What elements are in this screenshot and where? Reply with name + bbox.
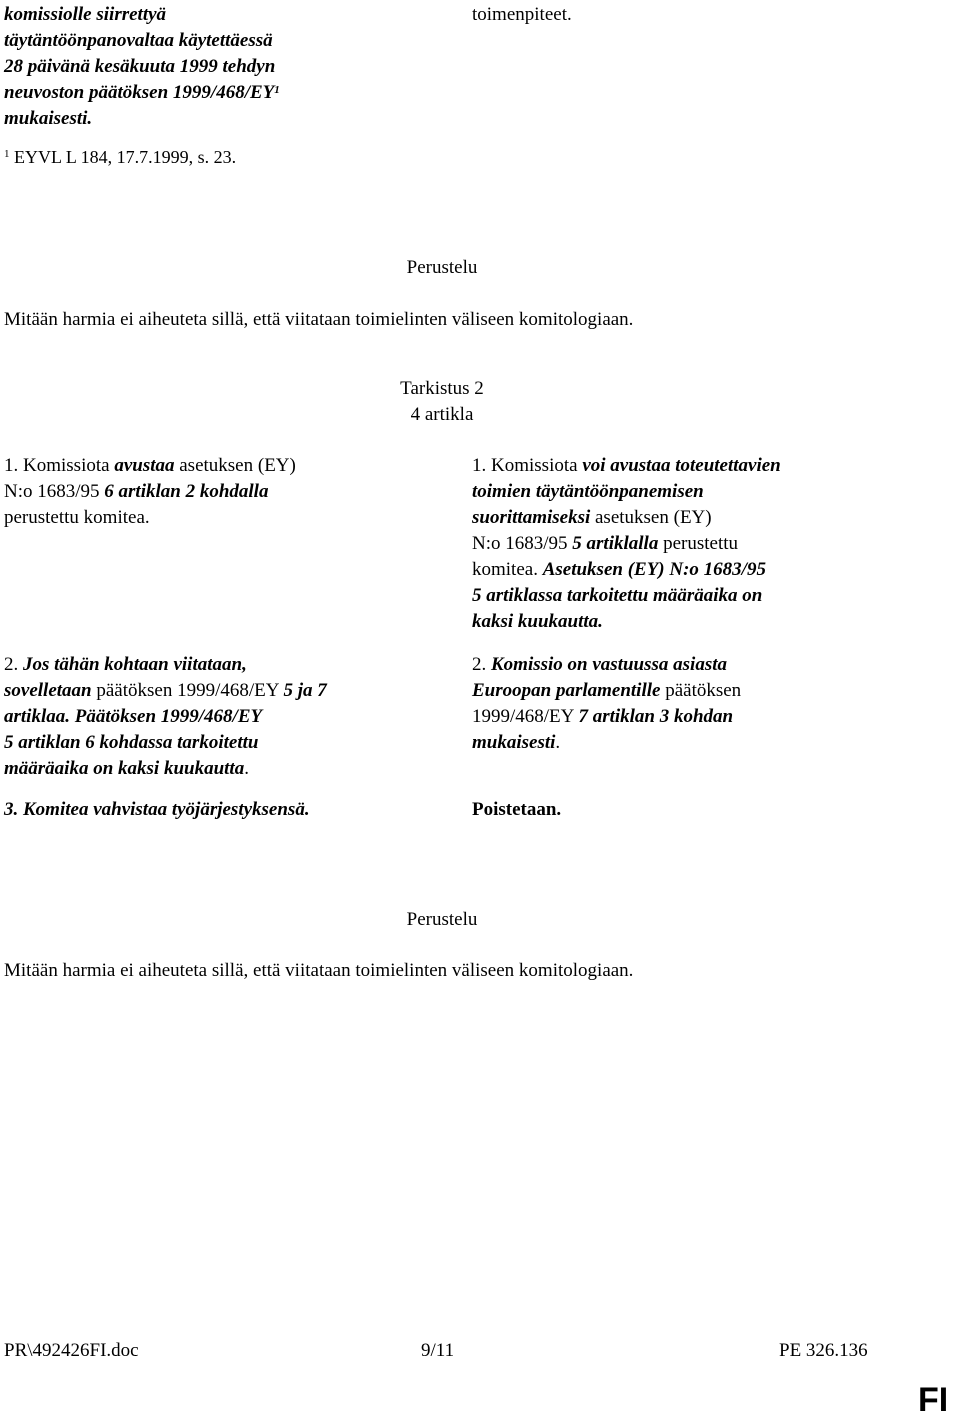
right-paragraph-3: Poistetaan. [472, 799, 562, 820]
text-span: asetuksen (EY) [590, 507, 712, 528]
text-line [472, 453, 892, 479]
text-line [4, 678, 404, 704]
text-line [472, 704, 892, 730]
justification-text: Mitään harmia ei aiheuteta sillä, että viitataan toimielinten väliseen komitologiaan. [4, 309, 634, 330]
text-span: sovelletaan [4, 680, 92, 701]
text-line: perustettu komitea. [4, 507, 150, 528]
text-span: Päätöksen 1999/468/EY [69, 706, 263, 727]
text-line [472, 557, 892, 583]
justification-heading: Perustelu [406, 257, 478, 278]
language-code: FI [918, 1381, 949, 1419]
text-span: 7 artiklan 3 kohdan [578, 706, 734, 727]
text-line: mukaisesti. [4, 108, 93, 129]
text-line: 5 artiklassa tarkoitettu määräaika on [472, 585, 763, 606]
text-span: . [555, 732, 561, 753]
text-span: määräaika on kaksi kuukautta [4, 758, 245, 779]
text-span: 1. Komissiota [4, 455, 115, 476]
justification-heading: Perustelu [406, 909, 478, 930]
text-span: 2. [4, 654, 23, 675]
left-paragraph-2 [4, 652, 404, 782]
text-line [4, 80, 404, 106]
text-span: neuvoston päätöksen 1999/468/EY [4, 82, 275, 103]
footer-page-number: 9/11 [421, 1340, 455, 1361]
left-paragraph-1 [4, 453, 404, 531]
text-span: N:o 1683/95 [472, 533, 573, 554]
text-line: täytäntöönpanovaltaa käytettäessä [4, 30, 273, 51]
text-line [4, 704, 404, 730]
justification-text: Mitään harmia ei aiheuteta sillä, että viitataan toimielinten väliseen komitologiaan. [4, 960, 634, 981]
text-span: artiklaa. [4, 706, 70, 727]
top-left-fragment [4, 2, 404, 132]
text-line [4, 479, 404, 505]
amendment-title: Tarkistus 2 [400, 378, 484, 399]
text-span: voi avustaa toteutettavien [582, 455, 781, 476]
text-line [472, 531, 892, 557]
text-span: mukaisesti [472, 732, 556, 753]
footer-file-name: PR\492426FI.doc [4, 1340, 139, 1361]
text-line: komissiolle siirrettyä [4, 4, 167, 25]
text-span: N:o 1683/95 [4, 481, 105, 502]
text-span: komitea. [472, 559, 543, 580]
text-span: 5 artiklalla [572, 533, 659, 554]
right-paragraph-2 [472, 652, 892, 756]
text-line [472, 678, 892, 704]
text-span: Asetuksen (EY) N:o 1683/95 [542, 559, 766, 580]
text-span: avustaa [114, 455, 175, 476]
text-line: kaksi kuukautta. [472, 611, 603, 632]
footnote-number: 1 [4, 148, 10, 160]
text-line: 5 artiklan 6 kohdassa tarkoitettu [4, 732, 259, 753]
text-span: Euroopan parlamentille [472, 680, 661, 701]
right-paragraph-1 [472, 453, 892, 635]
amendment-article: 4 artikla [410, 404, 474, 425]
text-span: asetuksen (EY) [174, 455, 296, 476]
text-line [472, 505, 892, 531]
text-span: Komissio on vastuussa asiasta [491, 654, 727, 675]
text-span: 2. [472, 654, 491, 675]
text-line: 28 päivänä kesäkuuta 1999 tehdyn [4, 56, 276, 77]
top-right-fragment: toimenpiteet. [472, 4, 572, 25]
text-span: 5 ja 7 [283, 680, 327, 701]
text-span: 6 artiklan 2 kohdalla [104, 481, 269, 502]
text-span: suorittamiseksi [472, 507, 591, 528]
footnote-text: EYVL L 184, 17.7.1999, s. 23. [14, 147, 237, 167]
text-line: toimien täytäntöönpanemisen [472, 481, 704, 502]
text-line [472, 652, 892, 678]
text-span: Jos tähän kohtaan viitataan, [23, 654, 247, 675]
text-span: 1. Komissiota [472, 455, 583, 476]
text-line [4, 652, 404, 678]
text-span: päätöksen [660, 680, 742, 701]
text-line [4, 756, 404, 782]
text-span: . [244, 758, 249, 779]
text-span: päätöksen 1999/468/EY [91, 680, 284, 701]
footer-reference: PE 326.136 [779, 1340, 868, 1361]
text-line [4, 453, 404, 479]
left-paragraph-3: 3. Komitea vahvistaa työjärjestyksensä. [4, 799, 310, 820]
footnote-marker: 1 [274, 84, 280, 96]
text-line [472, 730, 892, 756]
text-span: 1999/468/EY [472, 706, 579, 727]
text-span: perustettu [658, 533, 739, 554]
footnote [4, 144, 404, 170]
